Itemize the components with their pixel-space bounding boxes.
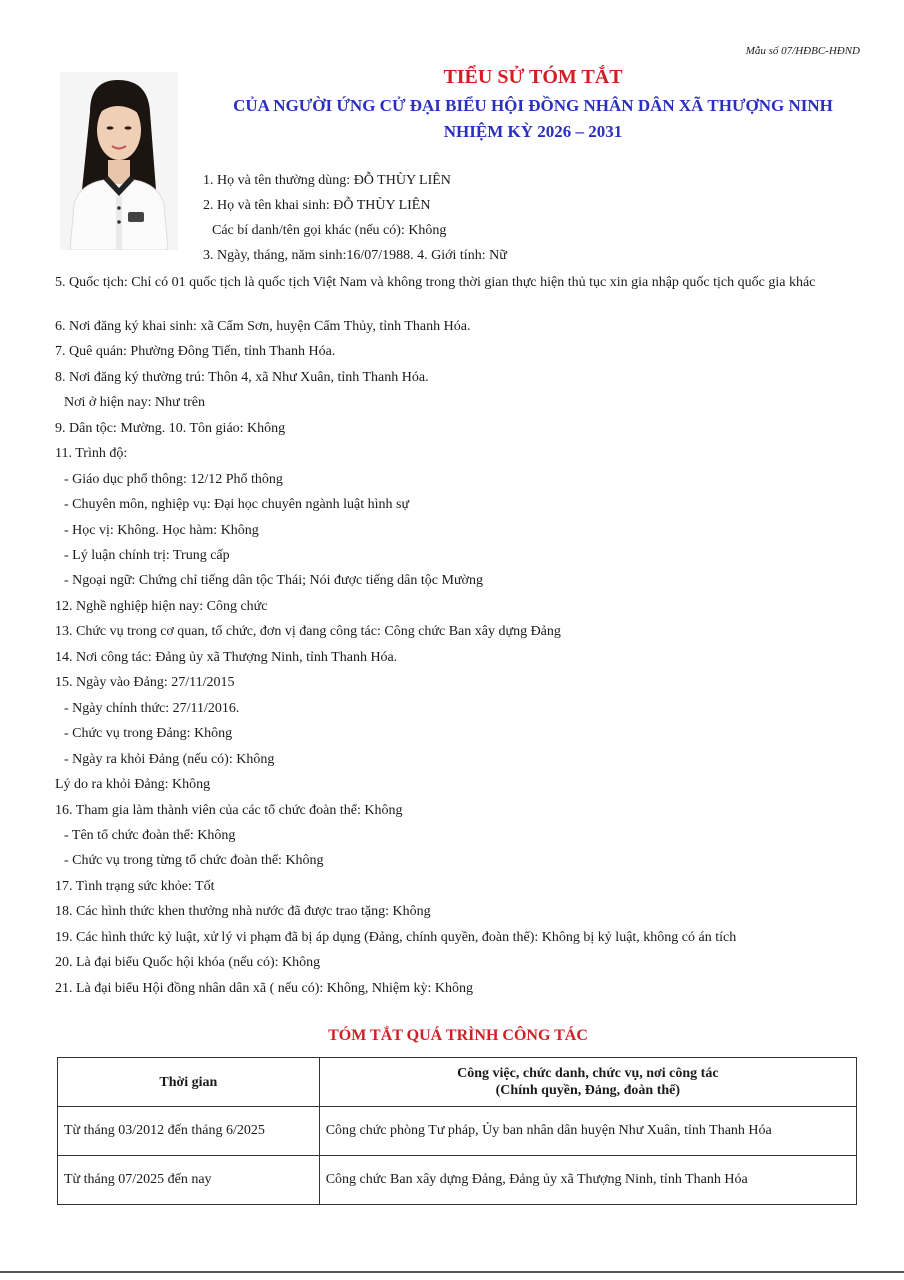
table-cell-time: Từ tháng 07/2025 đến nay	[58, 1156, 320, 1205]
list-item: - Ngoại ngữ: Chứng chỉ tiếng dân tộc Thái; Nói được tiếng dân tộc Mường	[64, 573, 483, 588]
list-item: 9. Dân tộc: Mường. 10. Tôn giáo: Không	[55, 421, 286, 436]
column-header-work-line2: (Chính quyền, Đảng, đoàn thể)	[495, 1083, 681, 1098]
list-item: 8. Nơi đăng ký thường trú: Thôn 4, xã Như Xuân, tỉnh Thanh Hóa.	[55, 370, 429, 385]
table-cell-time: Từ tháng 03/2012 đến tháng 6/2025	[58, 1107, 320, 1156]
list-item: 6. Nơi đăng ký khai sinh: xã Cẩm Sơn, huyện Cẩm Thủy, tỉnh Thanh Hóa.	[55, 319, 471, 334]
list-item: 19. Các hình thức kỷ luật, xử lý vi phạm đã bị áp dụng (Đảng, chính quyền, đoàn thể): Không bị kỷ luật, không có án tích	[55, 930, 737, 945]
table-row	[58, 1107, 857, 1156]
table-header-row	[58, 1058, 857, 1107]
list-item: 20. Là đại biểu Quốc hội khóa (nếu có): Không	[55, 955, 321, 970]
list-item: 16. Tham gia làm thành viên của các tổ chức đoàn thể: Không	[55, 803, 403, 818]
work-history-title: TÓM TẮT QUÁ TRÌNH CÔNG TÁC	[328, 1027, 588, 1044]
list-item: 21. Là đại biểu Hội đồng nhân dân xã ( nếu có): Không, Nhiệm kỳ: Không	[55, 981, 473, 996]
list-item: 17. Tình trạng sức khỏe: Tốt	[55, 879, 215, 894]
list-item: 14. Nơi công tác: Đảng ủy xã Thượng Ninh, tỉnh Thanh Hóa.	[55, 650, 398, 665]
list-item: - Tên tổ chức đoàn thể: Không	[64, 828, 236, 843]
work-history-table	[57, 1057, 857, 1205]
table-cell-work: Công chức Ban xây dựng Đảng, Đảng ủy xã Thượng Ninh, tỉnh Thanh Hóa	[319, 1156, 856, 1205]
list-item: - Học vị: Không. Học hàm: Không	[64, 523, 259, 538]
list-item: - Lý luận chính trị: Trung cấp	[64, 548, 230, 563]
table-cell-work: Công chức phòng Tư pháp, Ủy ban nhân dân huyện Như Xuân, tỉnh Thanh Hóa	[319, 1107, 856, 1156]
table-row	[58, 1156, 857, 1205]
header-item-aliases: Các bí danh/tên gọi khác (nếu có): Không	[212, 223, 447, 238]
page-bottom-divider	[0, 1271, 904, 1273]
list-item: - Giáo dục phổ thông: 12/12 Phổ thông	[64, 472, 283, 487]
column-header-work-line1: Công việc, chức danh, chức vụ, nơi công tác	[457, 1066, 719, 1081]
document-subtitle: CỦA NGƯỜI ỨNG CỬ ĐẠI BIỂU HỘI ĐỒNG NHÂN DÂN XÃ THƯỢNG NINH	[233, 96, 833, 115]
document-term: NHIỆM KỲ 2026 – 2031	[443, 122, 623, 141]
header-item-birth-gender: 3. Ngày, tháng, năm sinh:16/07/1988. 4. Giới tính: Nữ	[203, 248, 507, 263]
list-item: Lý do ra khỏi Đảng: Không	[55, 777, 211, 792]
list-item: 18. Các hình thức khen thưởng nhà nước đã được trao tặng: Không	[55, 904, 431, 919]
item-nationality: 5. Quốc tịch: Chỉ có 01 quốc tịch là quốc tịch Việt Nam và không trong thời gian thực hiện thủ tục xin gia nhập quốc tịch quốc gia khác	[55, 275, 816, 290]
column-header-time: Thời gian	[58, 1058, 320, 1107]
list-item: - Chuyên môn, nghiệp vụ: Đại học chuyên ngành luật hình sự	[64, 497, 410, 512]
list-item: - Ngày chính thức: 27/11/2016.	[64, 701, 240, 716]
list-item: 13. Chức vụ trong cơ quan, tổ chức, đơn vị đang công tác: Công chức Ban xây dựng Đảng	[55, 624, 561, 639]
list-item: Nơi ở hiện nay: Như trên	[64, 395, 205, 410]
header-item-common-name: 1. Họ và tên thường dùng: ĐỖ THÙY LIÊN	[203, 173, 451, 188]
document-title: TIỂU SỬ TÓM TẮT	[443, 66, 623, 88]
header-item-birth-name: 2. Họ và tên khai sinh: ĐỖ THÙY LIÊN	[203, 198, 431, 213]
list-item: 7. Quê quán: Phường Đông Tiến, tỉnh Thanh Hóa.	[55, 344, 336, 359]
form-code: Mẫu số 07/HĐBC-HĐND	[745, 45, 860, 57]
list-item: 11. Trình độ:	[55, 446, 128, 461]
list-item: - Chức vụ trong Đảng: Không	[64, 726, 233, 741]
list-item: 15. Ngày vào Đảng: 27/11/2015	[55, 675, 235, 690]
column-header-work	[319, 1058, 856, 1107]
list-item: 12. Nghề nghiệp hiện nay: Công chức	[55, 599, 268, 614]
list-item: - Chức vụ trong từng tổ chức đoàn thể: Không	[64, 853, 324, 868]
list-item: - Ngày ra khỏi Đảng (nếu có): Không	[64, 752, 275, 767]
